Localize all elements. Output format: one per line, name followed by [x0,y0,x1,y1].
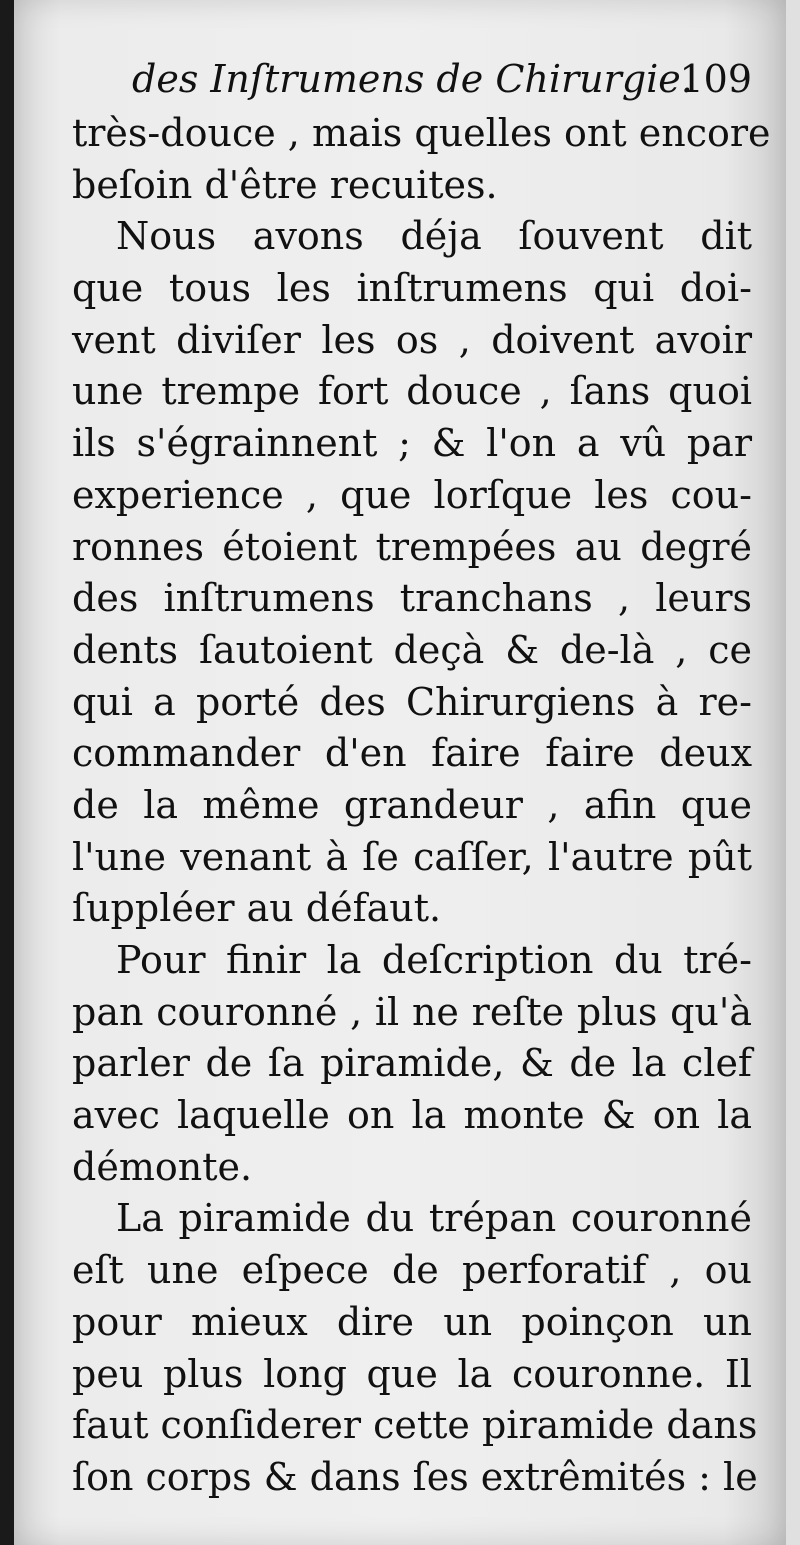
text-line: vent diviſer les os , doivent avoir [72,317,752,362]
text-line: des inſtrumens tranchans , leurs [72,576,752,621]
text-line: Nous avons déja ſouvent dit [116,214,752,259]
text-line: qui a porté des Chirurgiens à re- [72,679,752,724]
book-page [14,0,786,1545]
text-line: démonte. [72,1144,253,1189]
text-line: eſt une eſpece de perforatif , ou [72,1248,752,1293]
text-line: ſuppléer au défaut. [72,886,442,931]
text-line: une trempe fort douce , ſans quoi [72,369,752,414]
text-line: experience , que lorſque les cou- [72,472,752,517]
text-line: pan couronné , il ne reſte plus qu'à [72,989,752,1034]
page-number: 109 [679,57,752,101]
paragraph [72,935,752,1193]
text-line: que tous les inſtrumens qui doi- [72,266,752,311]
text-line: La piramide du trépan couronné [116,1196,752,1241]
paragraph [72,211,752,935]
running-head [72,50,752,108]
text-line: commander d'en faire faire deux [72,731,752,776]
text-line: parler de ſa piramide, & de la clef [72,1041,752,1086]
text-line: pour mieux dire un poinçon un [72,1299,752,1344]
text-line: dents ſautoient deçà & de-là , ce [72,627,752,672]
paragraph [72,1193,758,1503]
text-line: de la même grandeur , afin que [72,782,752,827]
text-line: avec laquelle on la monte & on la [72,1093,752,1138]
text-line: ronnes étoient trempées au degré [72,524,752,569]
text-line: beſoin d'être recuites. [72,162,498,207]
running-title: des Inſtrumens de Chirurgie. [132,57,693,101]
text-line: Pour finir la deſcription du tré- [116,938,752,982]
text-line: faut conſiderer cette piramide dans [72,1403,758,1448]
text-line: l'une venant à ſe caſſer, l'autre pût [72,834,752,879]
paragraph [72,108,771,211]
page-text [72,50,771,1504]
text-line: ſon corps & dans ſes extrêmités : le [72,1454,758,1499]
text-line: très-douce , mais quelles ont encore [72,111,771,155]
text-line: peu plus long que la couronne. Il [72,1351,752,1396]
text-line: ils s'égrainnent ; & l'on a vû par [72,421,752,466]
page-edge [786,0,800,1545]
